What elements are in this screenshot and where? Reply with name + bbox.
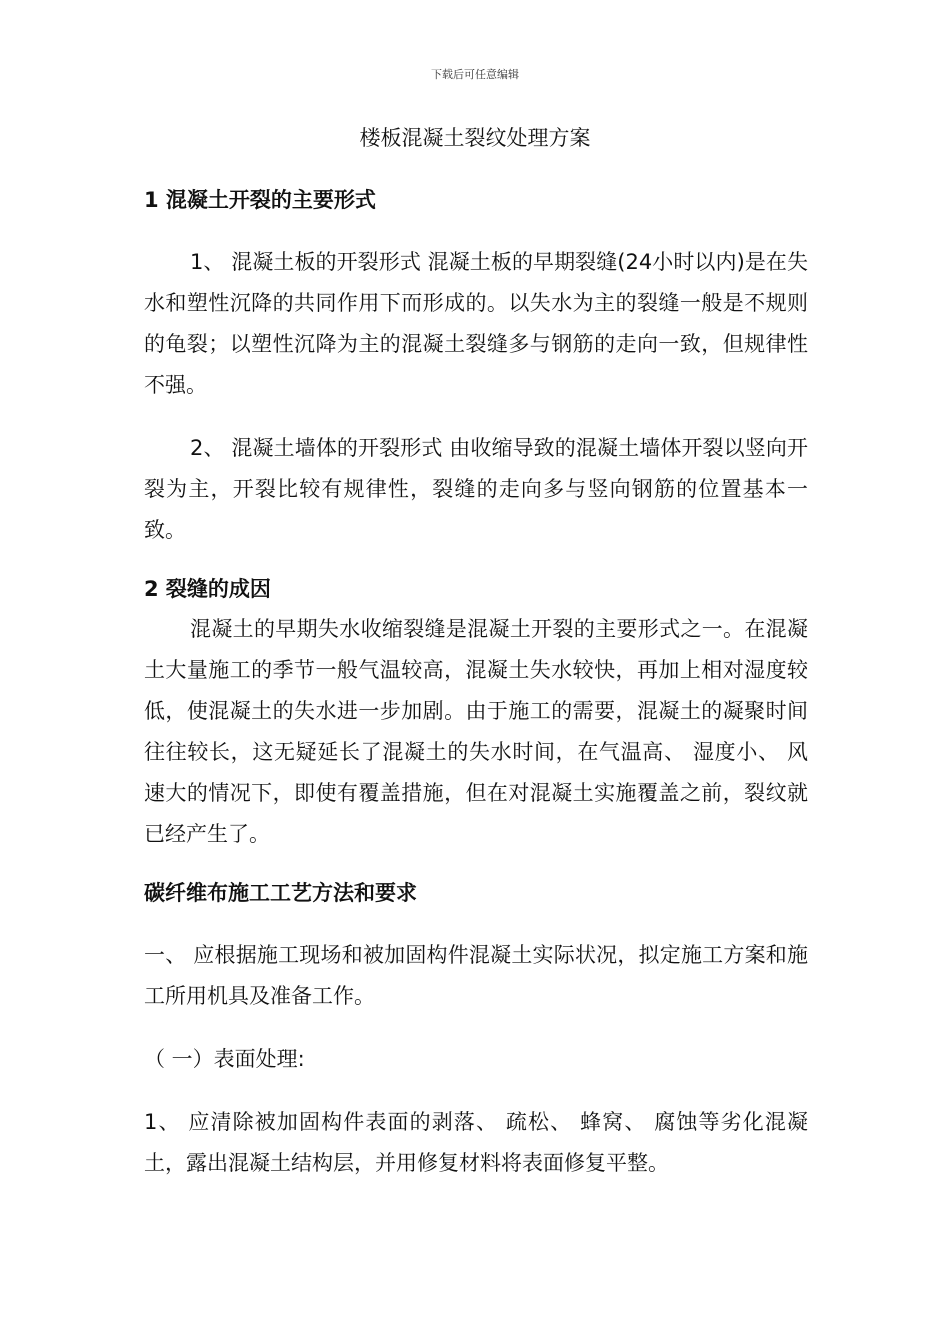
section-3-sub-item-1: 1、 应清除被加固构件表面的剥落、 疏松、 蜂窝、 腐蚀等劣化混凝土，露出混凝土结构层，并用修复材料将表面修复平整。	[144, 1110, 808, 1175]
document-title: 楼板混凝土裂纹处理方案	[359, 126, 591, 150]
header-note: 下载后可任意编辑	[431, 68, 519, 81]
section-1-paragraph-1: 1、 混凝土板的开裂形式 混凝土板的早期裂缝(24小时以内)是在失水和塑性沉降的共同作用下而形成的。以失水为主的裂缝一般是不规则的龟裂；以塑性沉降为主的混凝土裂缝多与钢筋的走向一致，但规律性不强。	[144, 250, 808, 397]
section-2-paragraph-1: 混凝土的早期失水收缩裂缝是混凝土开裂的主要形式之一。在混凝土大量施工的季节一般气温较高，混凝土失水较快，再加上相对湿度较低，使混凝土的失水进一步加剧。由于施工的需要，混凝土的凝聚时间往往较长，这无疑延长了混凝土的失水时间，在气温高、 湿度小、 风速大的情况下，即使有覆盖措施，但在对混凝土实施覆盖之前，裂纹就已经产生了。	[144, 617, 808, 846]
section-1-heading: 1 混凝土开裂的主要形式	[144, 188, 376, 212]
section-1-paragraph-2: 2、 混凝土墙体的开裂形式 由收缩导致的混凝土墙体开裂以竖向开裂为主，开裂比较有规律性，裂缝的走向多与竖向钢筋的位置基本一致。	[144, 436, 808, 542]
section-3-item-1: 一、 应根据施工现场和被加固构件混凝土实际状况，拟定施工方案和施工所用机具及准备工作。	[144, 943, 808, 1008]
section-3-subheading-1: （ 一）表面处理:	[144, 1047, 305, 1071]
section-2-heading: 2 裂缝的成因	[144, 577, 271, 601]
section-3-heading: 碳纤维布施工工艺方法和要求	[144, 881, 417, 905]
document-body	[144, 180, 808, 1184]
